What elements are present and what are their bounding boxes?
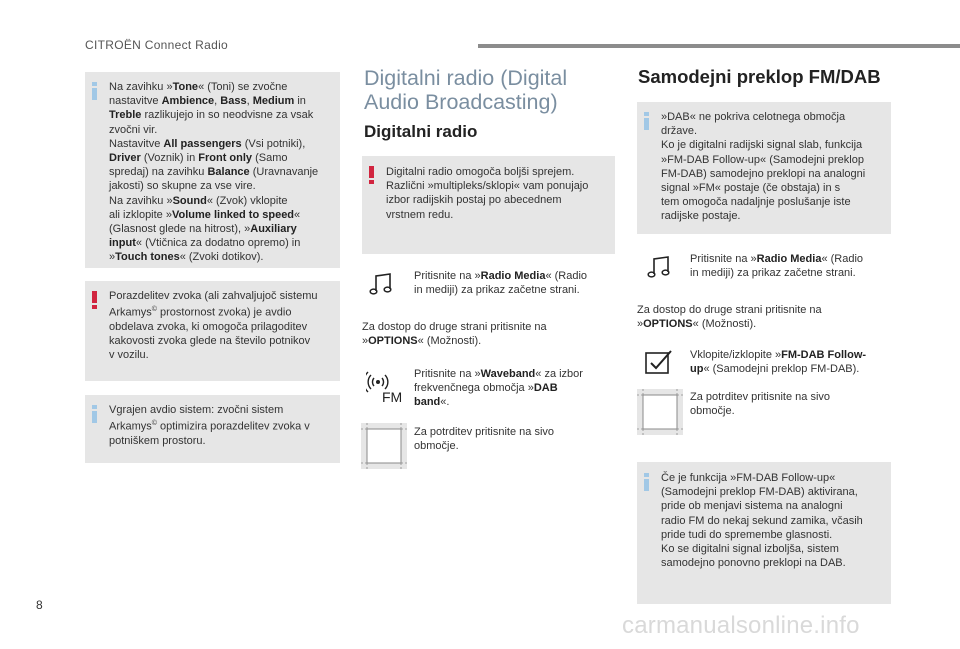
options-instruction: Za dostop do druge strani pritisnite na »OPTIONS« (Možnosti). <box>362 321 547 348</box>
info-box-fm-dab-delay: Če je funkcija »FM-DAB Follow-up« (Samodejni preklop FM-DAB) aktivirana, pride ob menjavi sistema na analogni radio FM do nekaj sekund zamika, včasih pride tudi do spremembe glasnosti. Ko se digitalni signal izboljša, sistem samodejno ponovno preklopi na DAB. <box>637 462 891 604</box>
step-confirm-grey: Za potrditev pritisnite na sivo območje. <box>414 426 555 453</box>
step-confirm-grey-right: Za potrditev pritisnite na sivo območje. <box>690 391 831 418</box>
music-note-icon <box>369 272 395 296</box>
info-icon <box>92 82 97 100</box>
options-instruction-right: Za dostop do druge strani pritisnite na »OPTIONS« (Možnosti). <box>637 304 822 331</box>
warning-box-sound-distribution: Porazdelitev zvoka (ali zahvaljujoč sistemu Arkamys© prostornost zvoka) je avdio obdelava zvoka, ki omogoča prilagoditev kakovosti zvoka glede na število potnikov v vozilu. <box>85 281 340 381</box>
music-note-icon <box>647 255 673 279</box>
running-header: CITROËN Connect Radio <box>85 38 229 52</box>
svg-text:FM: FM <box>382 389 403 405</box>
info-icon <box>644 473 649 491</box>
section-title-digital-radio: Digitalni radio (Digital Audio Broadcasting) <box>364 66 568 114</box>
grey-area-icon <box>637 389 683 435</box>
subtitle-digital-radio: Digitalni radio <box>364 122 478 141</box>
grey-area-icon <box>361 423 407 469</box>
info-icon <box>644 112 649 130</box>
warning-icon <box>92 291 97 309</box>
warning-box-digital-radio: Digitalni radio omogoča boljši sprejem. Različni »multipleks/sklopi« vam ponujajo izbor radijskih postaj po abecednem vrstnem redu. <box>362 156 615 254</box>
step-radio-media: Pritisnite na »Radio Media« (Radio in mediji) za prikaz začetne strani. <box>414 270 588 297</box>
page-number: 8 <box>36 598 43 612</box>
step-radio-media-right: Pritisnite na »Radio Media« (Radio in mediji) za prikaz začetne strani. <box>690 253 864 280</box>
info-box-arkamys: Vgrajen avdio sistem: zvočni sistem Arkamys© optimizira porazdelitev zvoka v potniškem prostoru. <box>85 395 340 463</box>
watermark: carmanualsonline.info <box>622 612 860 639</box>
radio-fm-icon <box>366 370 404 406</box>
info-icon <box>92 405 97 423</box>
header-bar <box>478 44 960 48</box>
warning-icon <box>369 166 374 184</box>
info-box-tone: Na zavihku »Tone« (Toni) se zvočne nastavitve Ambience, Bass, Medium in Treble razlikujejo in so neodvisne za vsak zvočni vir. Nastavitve All passengers (Vsi potniki), Driver (Voznik) in Front only (Samo spredaj) na zavihku Balance (Uravnavanje jakosti) so skupne za vse vire. Na zavihku »Sound« (Zvok) vklopite ali izklopite »Volume linked to speed« (Glasnost glede na hitrost), »Auxiliary input« (Vtičnica za dodatno opremo) in »Touch tones« (Zvoki dotikov). <box>85 72 340 268</box>
section-title-fm-dab: Samodejni preklop FM/DAB <box>638 66 881 87</box>
checkbox-icon <box>645 348 675 376</box>
step-fm-dab-toggle: Vklopite/izklopite »FM-DAB Follow- up« (Samodejni preklop FM-DAB). <box>690 349 867 376</box>
step-waveband: Pritisnite na »Waveband« za izbor frekvenčnega območja »DAB band«. <box>414 368 583 409</box>
info-box-dab-coverage: »DAB« ne pokriva celotnega območja države. Ko je digitalni radijski signal slab, funkcija »FM-DAB Follow-up« (Samodejni preklop FM-DAB) samodejno preklopi na analogni signal »FM« postaje (če obstaja) in s tem omogoča nadaljnje poslušanje iste radijske postaje. <box>637 102 891 234</box>
